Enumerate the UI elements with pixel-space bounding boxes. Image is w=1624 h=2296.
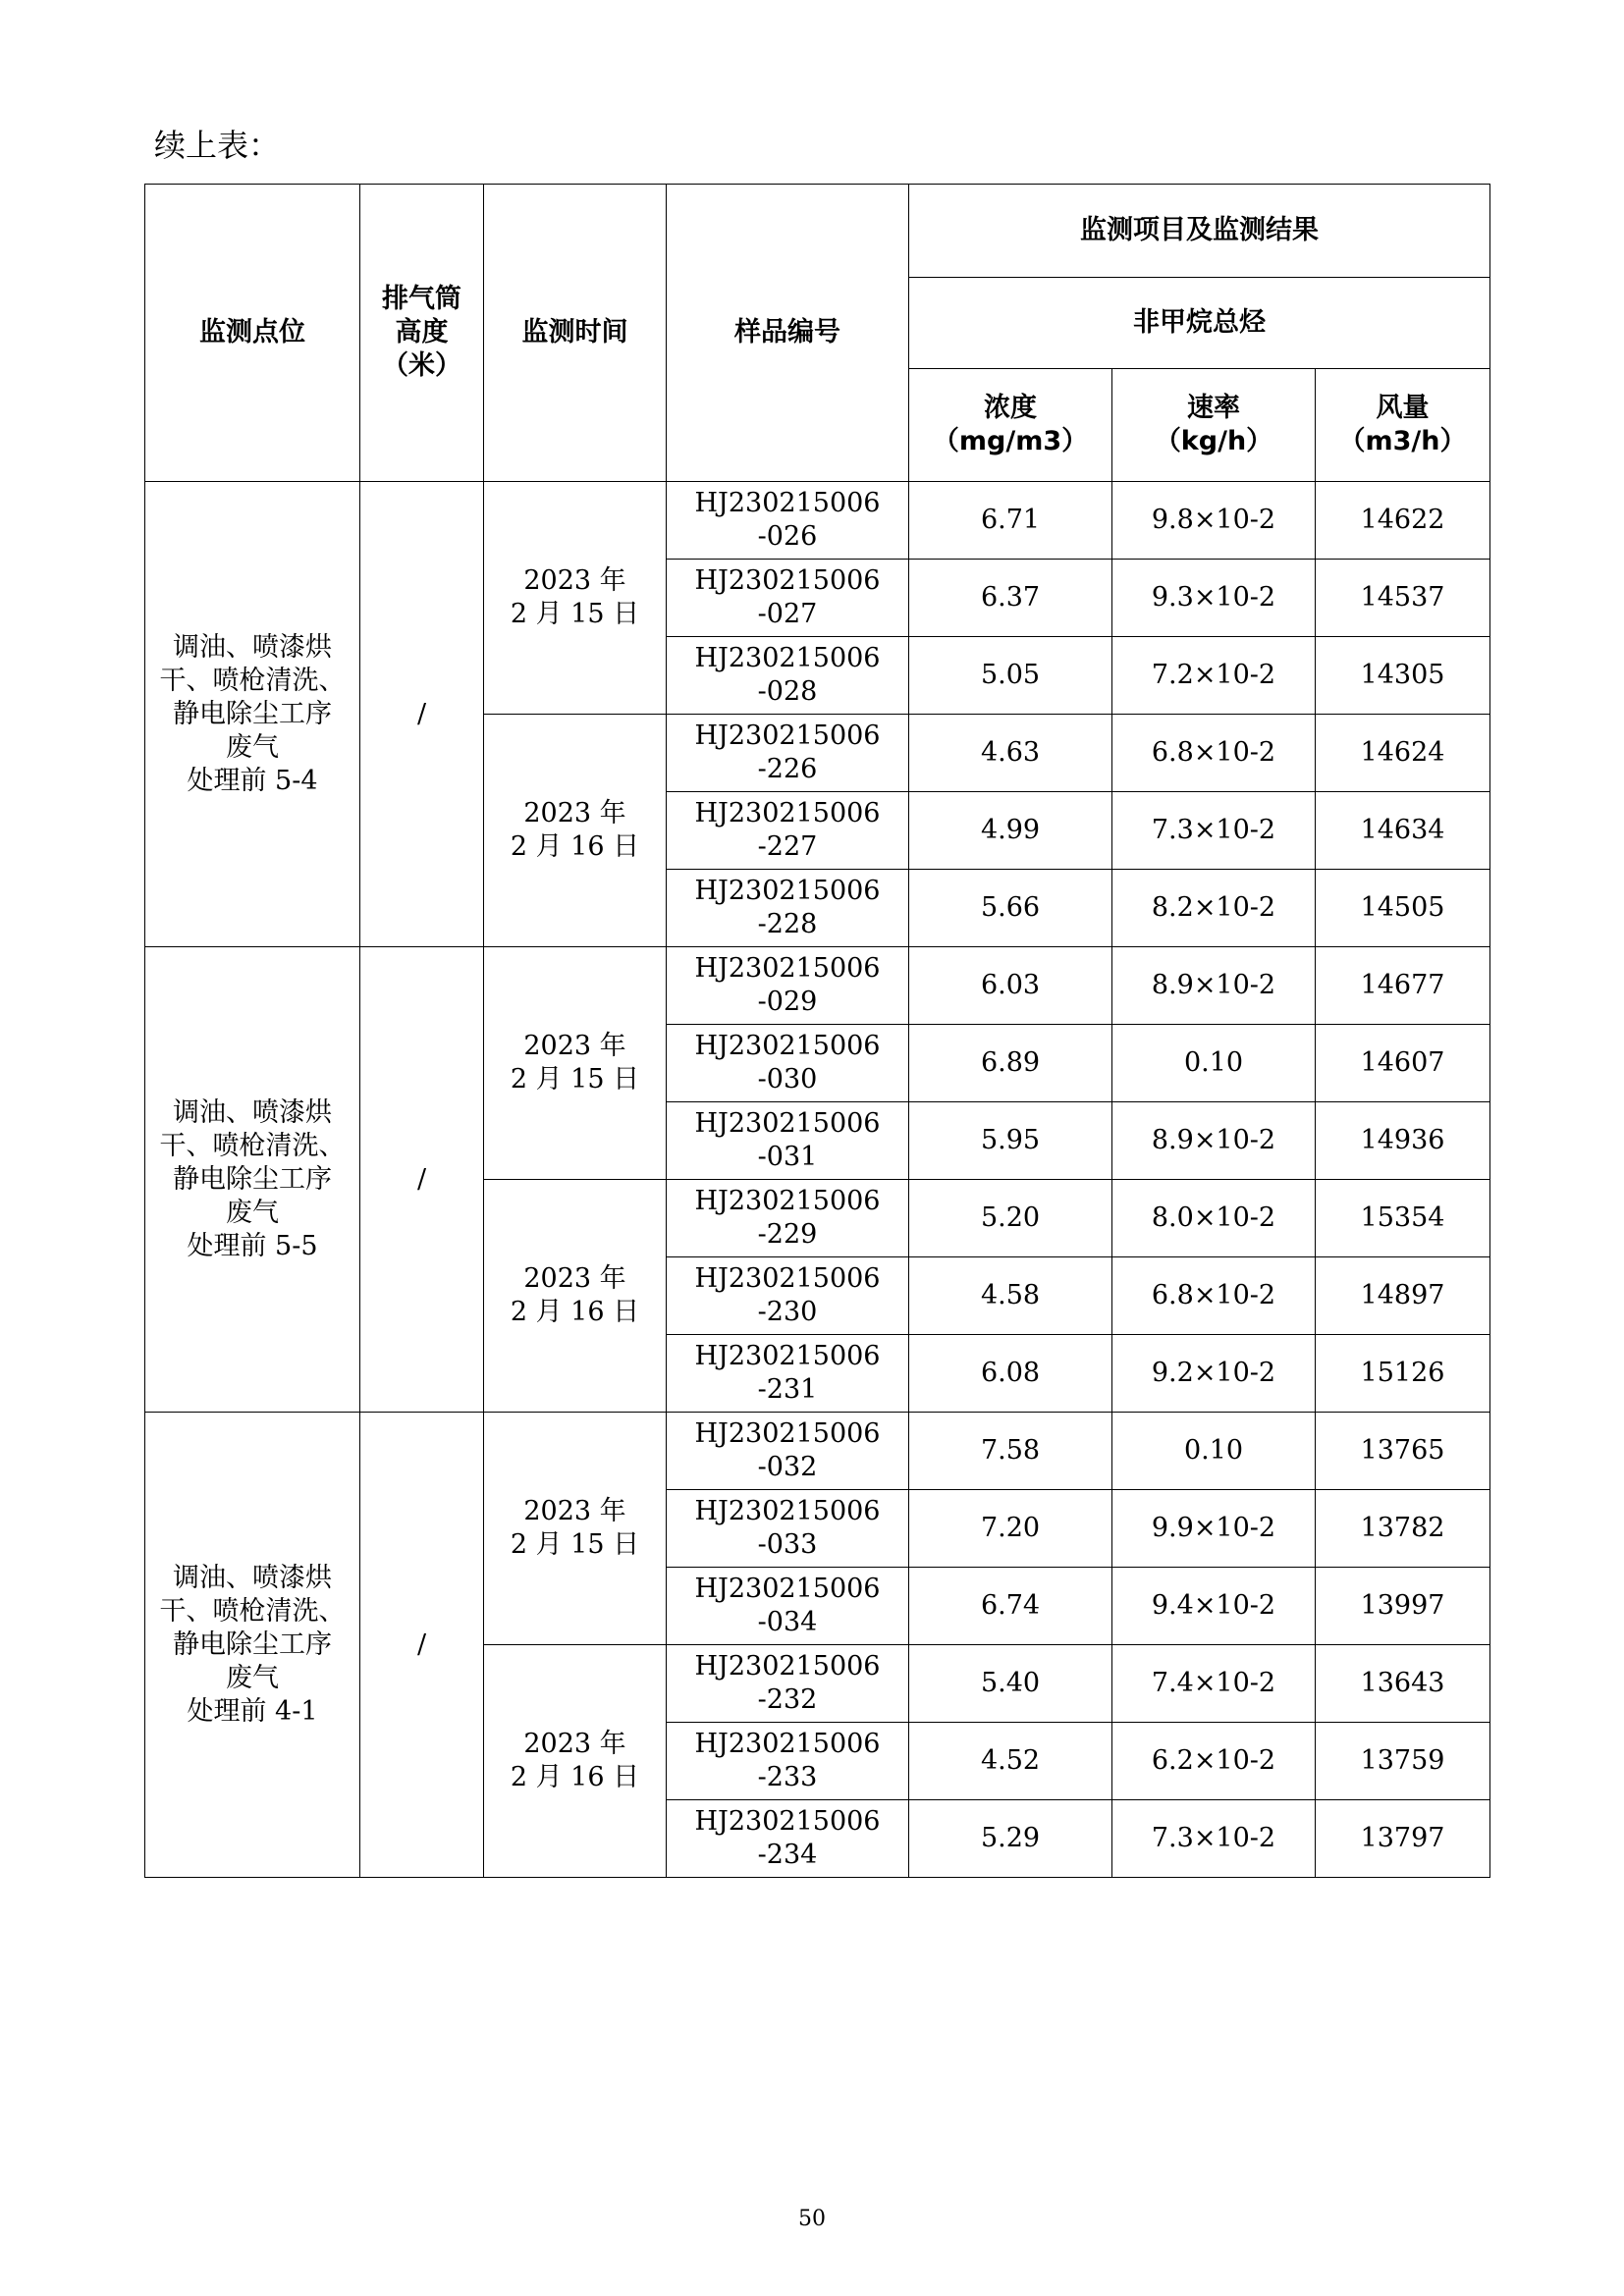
airflow-cell: 13997 [1316,1568,1490,1645]
concentration-cell: 7.58 [909,1413,1112,1490]
concentration-cell: 7.20 [909,1490,1112,1568]
concentration-cell: 5.95 [909,1102,1112,1180]
rate-cell: 0.10 [1112,1025,1316,1102]
concentration-cell: 4.52 [909,1723,1112,1800]
rate-cell: 0.10 [1112,1413,1316,1490]
sample-id-cell: HJ230215006 -030 [667,1025,909,1102]
monitoring-date-cell: 2023 年 2 月 16 日 [484,1180,667,1413]
header-rate: 速率 （kg/h） [1112,369,1316,482]
sample-id-cell: HJ230215006 -026 [667,482,909,560]
rate-cell: 7.3×10-2 [1112,792,1316,870]
header-height: 排气筒 高度 （米） [360,185,484,482]
table-caption: 续上表： [154,127,281,164]
airflow-cell: 14634 [1316,792,1490,870]
rate-cell: 6.2×10-2 [1112,1723,1316,1800]
sample-id-cell: HJ230215006 -032 [667,1413,909,1490]
monitoring-results-table [144,184,1490,1878]
airflow-cell: 13759 [1316,1723,1490,1800]
stack-height-cell: / [360,947,484,1413]
airflow-cell: 14936 [1316,1102,1490,1180]
header-concentration: 浓度 （mg/m3） [909,369,1112,482]
table-row [145,947,1490,1025]
rate-cell: 7.2×10-2 [1112,637,1316,715]
header-project: 监测项目及监测结果 [909,185,1490,278]
page-number: 50 [798,2207,826,2231]
airflow-cell: 15354 [1316,1180,1490,1257]
airflow-cell: 14607 [1316,1025,1490,1102]
rate-cell: 7.3×10-2 [1112,1800,1316,1878]
stack-height-cell: / [360,1413,484,1878]
header-time: 监测时间 [484,185,667,482]
rate-cell: 9.2×10-2 [1112,1335,1316,1413]
sample-id-cell: HJ230215006 -234 [667,1800,909,1878]
airflow-cell: 14624 [1316,715,1490,792]
sample-id-cell: HJ230215006 -226 [667,715,909,792]
airflow-cell: 14505 [1316,870,1490,947]
concentration-cell: 6.74 [909,1568,1112,1645]
sample-id-cell: HJ230215006 -028 [667,637,909,715]
airflow-cell: 13643 [1316,1645,1490,1723]
table-row [145,482,1490,560]
stack-height-cell: / [360,482,484,947]
sample-id-cell: HJ230215006 -229 [667,1180,909,1257]
rate-cell: 9.9×10-2 [1112,1490,1316,1568]
header-point: 监测点位 [145,185,360,482]
airflow-cell: 13782 [1316,1490,1490,1568]
monitoring-date-cell: 2023 年 2 月 16 日 [484,1645,667,1878]
concentration-cell: 5.40 [909,1645,1112,1723]
concentration-cell: 5.66 [909,870,1112,947]
monitoring-date-cell: 2023 年 2 月 15 日 [484,947,667,1180]
sample-id-cell: HJ230215006 -231 [667,1335,909,1413]
rate-cell: 7.4×10-2 [1112,1645,1316,1723]
sample-id-cell: HJ230215006 -227 [667,792,909,870]
rate-cell: 9.3×10-2 [1112,560,1316,637]
concentration-cell: 5.29 [909,1800,1112,1878]
concentration-cell: 6.71 [909,482,1112,560]
rate-cell: 8.9×10-2 [1112,1102,1316,1180]
airflow-cell: 13765 [1316,1413,1490,1490]
monitoring-point-cell: 调油、喷漆烘 干、喷枪清洗、 静电除尘工序 废气 处理前 4-1 [145,1413,360,1878]
sample-id-cell: HJ230215006 -230 [667,1257,909,1335]
airflow-cell: 13797 [1316,1800,1490,1878]
monitoring-point-cell: 调油、喷漆烘 干、喷枪清洗、 静电除尘工序 废气 处理前 5-4 [145,482,360,947]
rate-cell: 8.2×10-2 [1112,870,1316,947]
sample-id-cell: HJ230215006 -033 [667,1490,909,1568]
concentration-cell: 4.99 [909,792,1112,870]
airflow-cell: 14677 [1316,947,1490,1025]
monitoring-date-cell: 2023 年 2 月 16 日 [484,715,667,947]
table-row [145,1413,1490,1490]
rate-cell: 9.8×10-2 [1112,482,1316,560]
concentration-cell: 6.89 [909,1025,1112,1102]
monitoring-date-cell: 2023 年 2 月 15 日 [484,482,667,715]
airflow-cell: 14305 [1316,637,1490,715]
concentration-cell: 5.20 [909,1180,1112,1257]
rate-cell: 9.4×10-2 [1112,1568,1316,1645]
concentration-cell: 4.63 [909,715,1112,792]
rate-cell: 6.8×10-2 [1112,1257,1316,1335]
rate-cell: 8.9×10-2 [1112,947,1316,1025]
header-sample: 样品编号 [667,185,909,482]
sample-id-cell: HJ230215006 -034 [667,1568,909,1645]
rate-cell: 8.0×10-2 [1112,1180,1316,1257]
airflow-cell: 14537 [1316,560,1490,637]
sample-id-cell: HJ230215006 -027 [667,560,909,637]
sample-id-cell: HJ230215006 -228 [667,870,909,947]
concentration-cell: 6.37 [909,560,1112,637]
table-body [145,482,1490,1878]
rate-cell: 6.8×10-2 [1112,715,1316,792]
airflow-cell: 14897 [1316,1257,1490,1335]
sample-id-cell: HJ230215006 -031 [667,1102,909,1180]
airflow-cell: 14622 [1316,482,1490,560]
header-airflow: 风量 （m3/h） [1316,369,1490,482]
monitoring-point-cell: 调油、喷漆烘 干、喷枪清洗、 静电除尘工序 废气 处理前 5-5 [145,947,360,1413]
concentration-cell: 6.03 [909,947,1112,1025]
monitoring-date-cell: 2023 年 2 月 15 日 [484,1413,667,1645]
header-pollutant: 非甲烷总烃 [909,278,1490,369]
airflow-cell: 15126 [1316,1335,1490,1413]
sample-id-cell: HJ230215006 -233 [667,1723,909,1800]
concentration-cell: 6.08 [909,1335,1112,1413]
sample-id-cell: HJ230215006 -232 [667,1645,909,1723]
concentration-cell: 4.58 [909,1257,1112,1335]
sample-id-cell: HJ230215006 -029 [667,947,909,1025]
concentration-cell: 5.05 [909,637,1112,715]
